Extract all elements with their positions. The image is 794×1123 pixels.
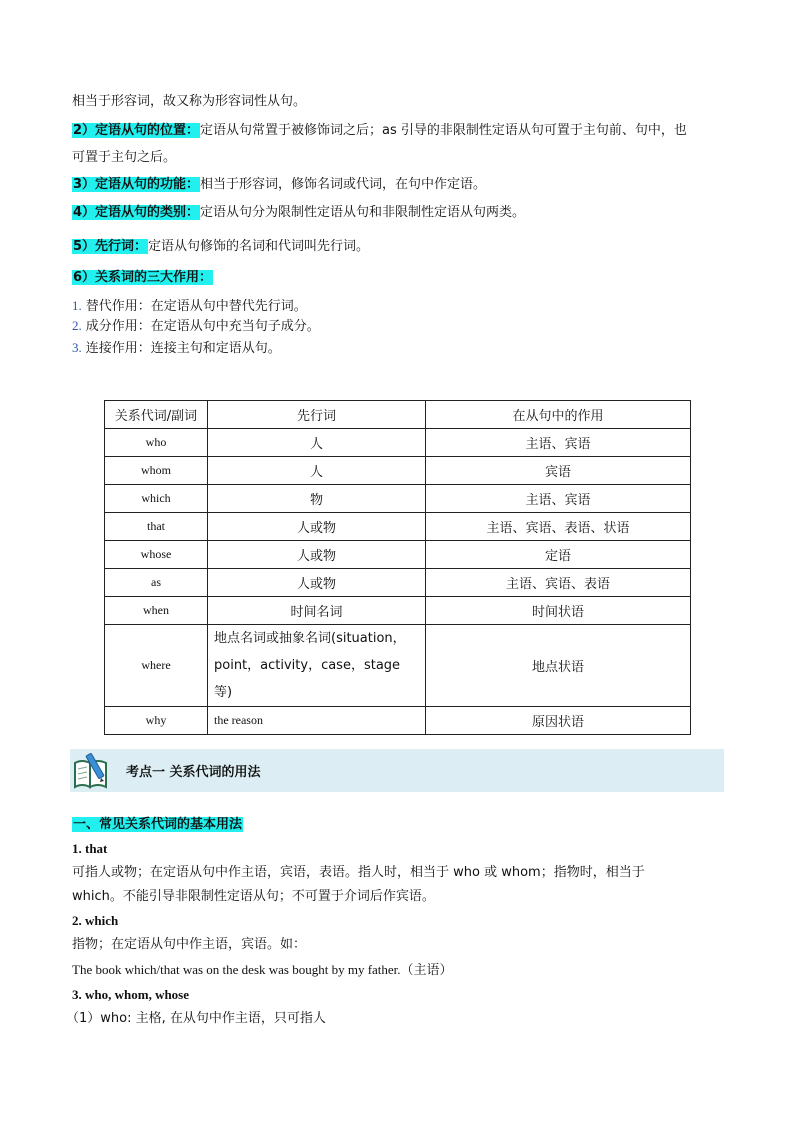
table-row [105,513,691,541]
function-item-1-num: 1. [72,298,82,313]
table-cell-word: whom [105,457,208,485]
who-heading: 3. who, whom, whose [72,987,190,1002]
item-position [72,121,687,141]
table-row [105,707,691,735]
table-row [105,429,691,457]
table-cell-word: whose [105,541,208,569]
section-banner [70,749,724,792]
table-cell-role: 原因状语 [426,707,691,735]
item-category-label: 4）定语从句的类别： [73,205,200,220]
item-category-text: 定语从句分为限制性定语从句和非限制性定语从句两类。 [200,205,526,220]
who-item-1: （1）who: 主格, 在从句中作主语，只可指人 [66,1011,326,1026]
table-cell-antecedent: the reason [208,707,426,735]
item-position-cont: 可置于主句之后。 [72,150,177,165]
function-item-3 [72,338,281,359]
book-pencil-icon [72,751,110,791]
table-cell-antecedent: 人或物 [208,513,426,541]
item-function [72,175,486,195]
item-function-text: 相当于形容词，修饰名词或代词，在句中作定语。 [200,177,487,192]
table-header-cell: 在从句中的作用 [426,401,691,429]
function-item-2 [72,316,320,337]
item-antecedent [72,237,369,257]
function-item-3-text: 连接作用：连接主句和定语从句。 [85,341,281,356]
table-row [105,625,691,707]
function-item-2-text: 成分作用：在定语从句中充当句子成分。 [85,319,320,334]
table-cell-antecedent: 人 [208,429,426,457]
table-cell-role: 主语、宾语、表语 [426,569,691,597]
table-cell-antecedent: 人 [208,457,426,485]
table-cell-role: 主语、宾语 [426,429,691,457]
table-cell-role: 宾语 [426,457,691,485]
item-position-text: 定语从句常置于被修饰词之后；as 引导的非限制性定语从句可置于主句前、句中，也 [200,123,687,138]
table-cell-word: why [105,707,208,735]
function-item-1-text: 替代作用：在定语从句中替代先行词。 [85,299,307,314]
table-cell-word: when [105,597,208,625]
table-row [105,569,691,597]
item-antecedent-label: 5）先行词： [73,239,148,254]
function-item-2-num: 2. [72,318,82,333]
table-cell-antecedent: 人或物 [208,569,426,597]
table-cell-role: 定语 [426,541,691,569]
item-category [72,203,525,223]
section1-heading [72,815,243,835]
which-heading: 2. which [72,913,119,928]
antecedent-line-1: 地点名词或抽象名词(situation， [214,631,406,646]
table-cell-word: where [105,625,208,707]
table-header-cell: 关系代词/副词 [105,401,208,429]
table-cell-role: 地点状语 [426,625,691,707]
table-cell-antecedent [208,625,426,707]
relative-words-table [104,400,691,735]
that-text-1: 可指人或物；在定语从句中作主语，宾语，表语。指人时，相当于 who 或 whom；指物时，相当于 [72,865,645,880]
which-example: The book which/that was on the desk was bought by my father.（主语） [72,962,453,977]
table-cell-word: as [105,569,208,597]
table-cell-word: that [105,513,208,541]
table-cell-word: which [105,485,208,513]
banner-title: 考点一 关系代词的用法 [126,765,261,780]
table-row [105,597,691,625]
table-cell-role: 主语、宾语、表语、状语 [426,513,691,541]
table-row [105,457,691,485]
table-cell-role: 主语、宾语 [426,485,691,513]
item-three-functions-label: 6）关系词的三大作用： [73,270,213,285]
antecedent-line-2: point，activity，case，stage 等) [214,658,401,700]
table-cell-role: 时间状语 [426,597,691,625]
item-three-functions [72,268,213,288]
item-function-label: 3）定语从句的功能： [73,177,200,192]
table-cell-antecedent: 时间名词 [208,597,426,625]
table-cell-antecedent: 物 [208,485,426,513]
section1-heading-text: 一、常见关系代词的基本用法 [73,817,243,832]
table-cell-word: who [105,429,208,457]
item-antecedent-text: 定语从句修饰的名词和代词叫先行词。 [148,239,370,254]
that-heading: 1. that [72,841,108,856]
table-cell-antecedent: 人或物 [208,541,426,569]
that-text-2: which。不能引导非限制性定语从句；不可置于介词后作宾语。 [72,889,435,904]
intro-line: 相当于形容词，故又称为形容词性从句。 [72,94,307,109]
table-row [105,541,691,569]
table-header-row [105,401,691,429]
item-position-label: 2）定语从句的位置： [73,123,200,138]
function-item-3-num: 3. [72,340,82,355]
which-text: 指物；在定语从句中作主语，宾语。如： [72,937,307,952]
table-row [105,485,691,513]
table-header-cell: 先行词 [208,401,426,429]
function-item-1 [72,296,307,317]
